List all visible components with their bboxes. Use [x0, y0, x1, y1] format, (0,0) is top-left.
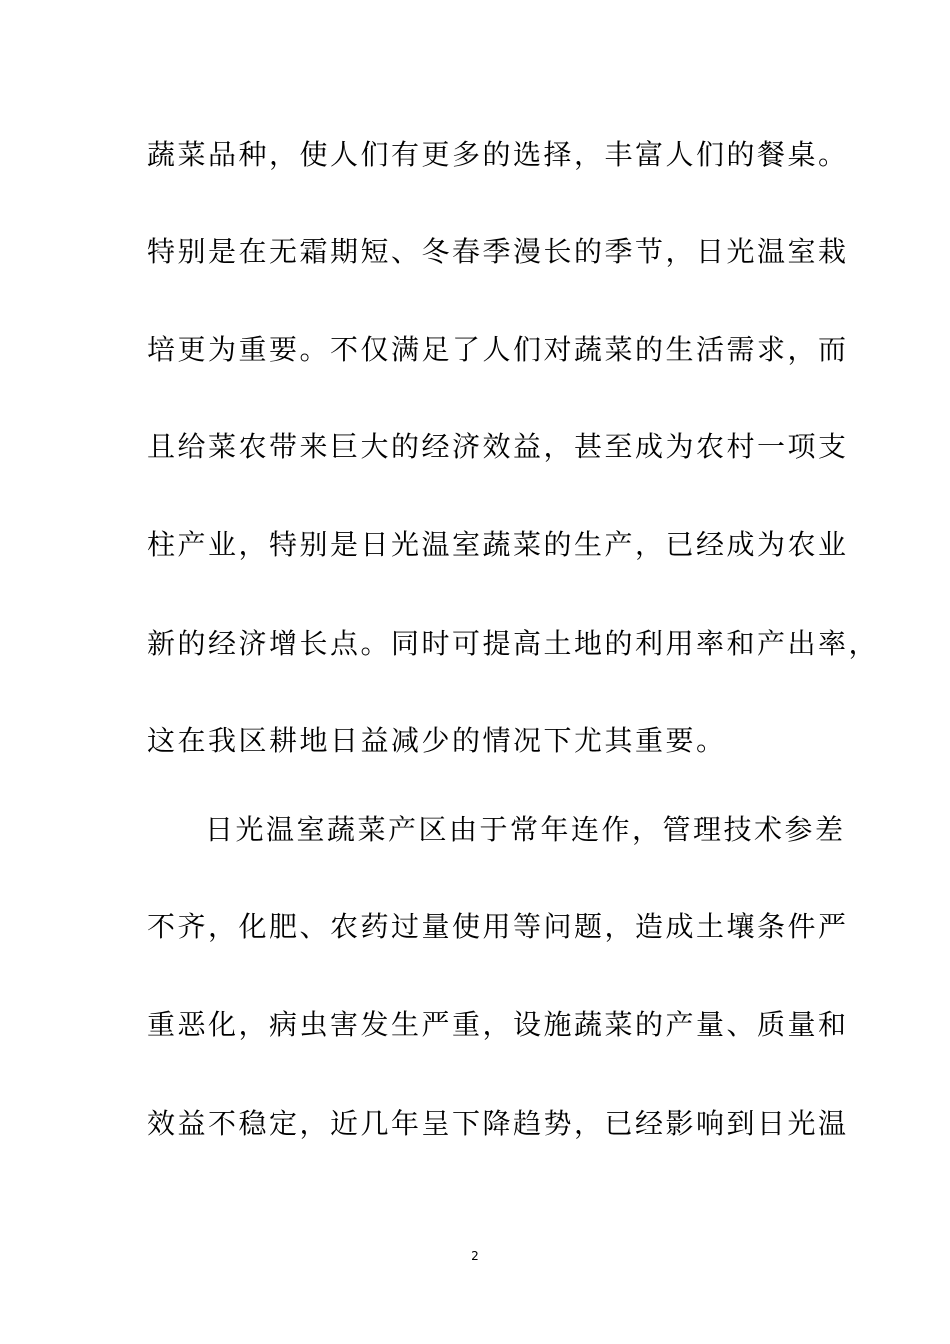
text-line: 新的经济增长点。同时可提高土地的利用率和产出率，	[147, 627, 880, 660]
text-line: 柱产业，特别是日光温室蔬菜的生产，已经成为农业	[147, 528, 849, 561]
paragraph-start-line: 日光温室蔬菜产区由于常年连作，管理技术参差	[205, 813, 846, 846]
page-number: 2	[471, 1249, 479, 1263]
text-line: 不齐，化肥、农药过量使用等问题，造成土壤条件严	[147, 910, 849, 943]
text-line: 这在我区耕地日益减少的情况下尤其重要。	[147, 724, 727, 757]
text-line: 且给菜农带来巨大的经济效益，甚至成为农村一项支	[147, 430, 849, 463]
text-line: 效益不稳定，近几年呈下降趋势，已经影响到日光温	[147, 1107, 849, 1140]
text-line: 重恶化，病虫害发生严重，设施蔬菜的产量、质量和	[147, 1008, 849, 1041]
text-line: 蔬菜品种，使人们有更多的选择，丰富人们的餐桌。	[147, 138, 849, 171]
text-line: 特别是在无霜期短、冬春季漫长的季节，日光温室栽	[147, 235, 849, 268]
text-line: 培更为重要。不仅满足了人们对蔬菜的生活需求，而	[147, 333, 849, 366]
